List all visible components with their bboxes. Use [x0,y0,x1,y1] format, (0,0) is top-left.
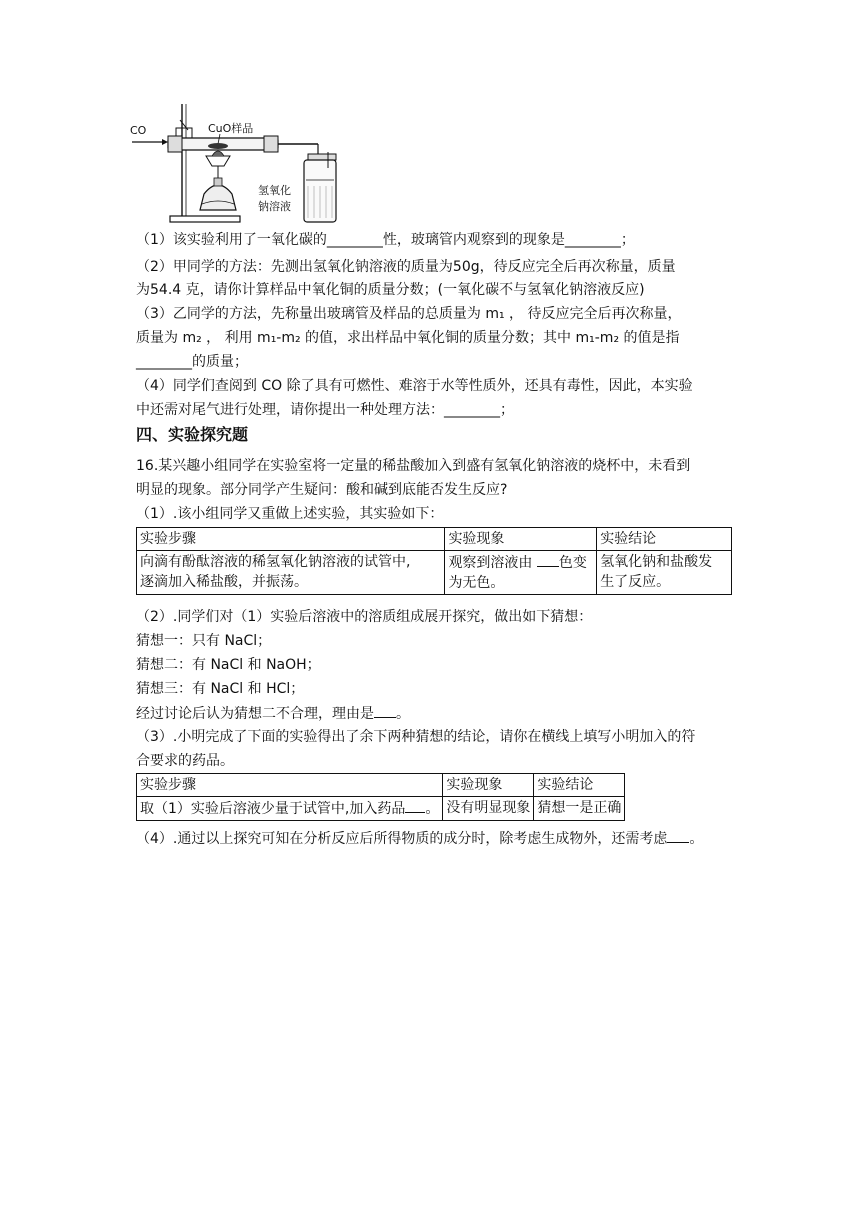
naoh-label-2: 钠溶液 [258,200,291,213]
q15-part1: （1）该实验利用了一氧化碳的________性，玻璃管内观察到的现象是________； [136,232,635,248]
q16-intro-line2: 明显的现象。部分同学产生疑问：酸和碱到底能否发生反应? [136,482,508,498]
table-cell: 没有明显现象 [443,797,534,821]
table-cell [137,551,445,595]
reason-text: 经过讨论后认为猜想二不合理，理由是 [136,706,374,722]
q16-step3-line1: （3）.小明完成了下面的实验得出了余下两种猜想的结论，请你在横线上填写小明加入的符 [136,729,696,745]
reason-line [136,703,410,724]
answer-blank[interactable] [667,828,689,843]
table-header-cell: 实验结论 [534,774,625,797]
observation-text-end: 色变 [558,555,587,571]
step-text-line1: 向滴有酚酞溶液的稀氢氧化钠溶液的试管中, [140,554,411,570]
step-end: 。 [425,801,440,817]
q16-step3-line2: 合要求的药品。 [136,753,234,769]
co-label: CO [130,124,147,137]
q15-part3-line2: 质量为 m₂ ， 利用 m₁-m₂ 的值，求出样品中氧化铜的质量分数；其中 m₁-m₂ 的值是指 [136,330,680,346]
conclusion-line2: 生了反应。 [600,574,671,590]
step-text-line2: 逐滴加入稀盐酸，并振荡。 [140,574,308,590]
q15-part4-line1: （4）同学们查阅到 CO 除了具有可燃性、难溶于水等性质外，还具有毒性，因此，本实验 [136,378,693,394]
guess-3: 猜想三：有 NaCl 和 HCl； [136,681,305,697]
table-header-cell: 实验现象 [445,528,597,551]
table-cell [445,551,597,595]
guess-1: 猜想一：只有 NaCl； [136,633,272,649]
observation-line1 [448,552,593,573]
q15-part4-line2: 中还需对尾气进行处理，请你提出一种处理方法：________； [136,402,514,418]
q16-intro-line1: 16.某兴趣小组同学在实验室将一定量的稀盐酸加入到盛有氢氧化钠溶液的烧杯中，未看到 [136,458,691,474]
section-heading: 四、实验探究题 [136,425,249,444]
q15-part2-line1: （2）甲同学的方法：先测出氢氧化钠溶液的质量为50g，待反应完全后再次称量，质量 [136,259,676,275]
table-header-cell: 实验结论 [597,528,732,551]
step-text: 取（1）实验后溶液少量于试管中,加入药品 [140,801,406,817]
table-row [137,797,625,821]
table-row [137,774,625,797]
table-cell: 猜想一是正确 [534,797,625,821]
answer-blank[interactable] [374,703,396,718]
q15-part3-line3: ________的质量； [136,354,248,370]
guess-2: 猜想二：有 NaCl 和 NaOH； [136,657,321,673]
table-row [137,528,732,551]
conclusion-line1: 氢氧化钠和盐酸发 [600,554,713,570]
observation-text: 观察到溶液由 [448,555,537,571]
answer-blank[interactable] [537,552,559,567]
observation-line2: 为无色。 [448,575,505,591]
table-header-cell: 实验步骤 [137,774,443,797]
step4-text: （4）.通过以上探究可知在分析反应后所得物质的成分时，除考虑生成物外，还需考虑 [136,831,668,847]
q16-step4 [136,828,703,849]
apparatus-figure [128,98,338,226]
cuo-sample-label: CuO样品 [208,122,254,135]
naoh-label-1: 氢氧化 [258,184,291,197]
answer-blank[interactable] [405,798,425,813]
q16-step1: （1）.该小组同学又重做上述实验，其实验如下： [136,506,444,522]
q15-part2-line2: 为54.4 克，请你计算样品中氧化铜的质量分数；(一氧化碳不与氢氧化钠溶液反应) [136,282,645,298]
table-cell [137,797,443,821]
table-header-cell: 实验步骤 [137,528,445,551]
experiment-table-2 [136,773,625,821]
reason-end: 。 [396,706,410,722]
experiment-table-1 [136,527,732,595]
table-header-cell: 实验现象 [443,774,534,797]
table-row [137,551,732,595]
step4-end: 。 [689,831,704,847]
table-cell [597,551,732,595]
q15-part3-line1: （3）乙同学的方法，先称量出玻璃管及样品的总质量为 m₁ ， 待反应完全后再次称量， [136,306,682,322]
q16-step2: （2）.同学们对（1）实验后溶液中的溶质组成展开探究，做出如下猜想： [136,609,593,625]
